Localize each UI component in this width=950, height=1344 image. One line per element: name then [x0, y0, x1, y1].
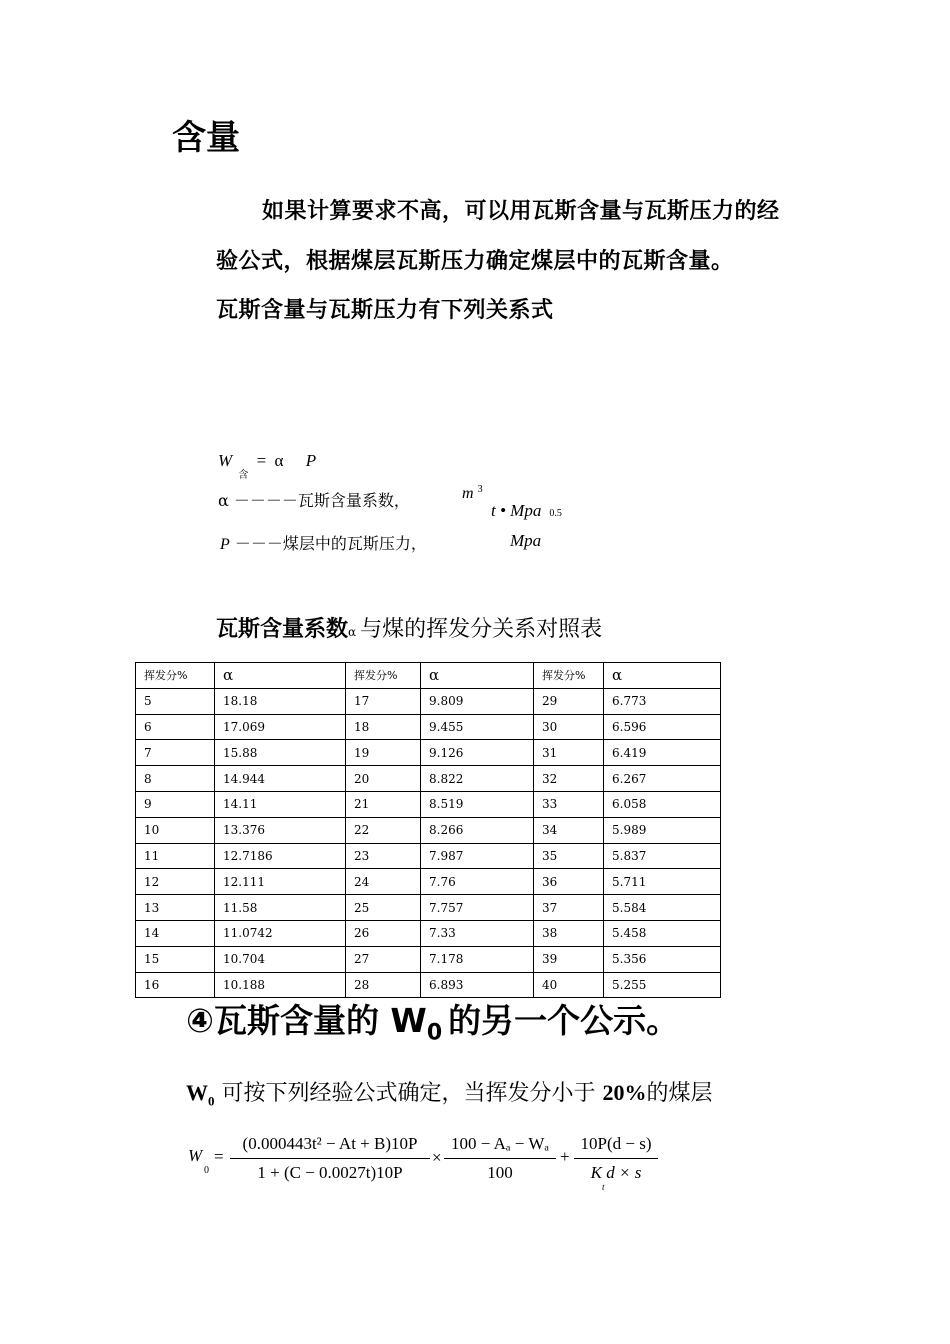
table-row — [136, 791, 721, 817]
alpha-value-cell: 5.989 — [604, 817, 721, 843]
formula-w-sub: 含 — [238, 470, 249, 481]
table-row — [136, 946, 721, 972]
alpha-value-cell: 11.0742 — [215, 920, 346, 946]
formula2-lhs-sub: 0 — [204, 1165, 209, 1176]
alpha-def-symbol: α — [218, 491, 229, 510]
alpha-value-cell: 9.455 — [421, 714, 534, 740]
alpha-value-cell: 14.11 — [215, 791, 346, 817]
volatility-cell: 20 — [346, 766, 421, 792]
volatility-cell: 12 — [136, 869, 215, 895]
alpha-unit-denominator — [491, 501, 562, 521]
section-4-sub: 0 — [426, 1020, 443, 1046]
alpha-unit-numerator — [462, 485, 483, 503]
table-row — [136, 972, 721, 998]
volatility-cell: 13 — [136, 895, 215, 921]
volatility-cell: 11 — [136, 843, 215, 869]
alpha-value-cell: 11.58 — [215, 895, 346, 921]
alpha-value-cell: 14.944 — [215, 766, 346, 792]
volatility-cell: 23 — [346, 843, 421, 869]
volatility-cell: 8 — [136, 766, 215, 792]
formula2-fraction-3 — [574, 1134, 658, 1183]
paragraph-line-2: 验公式，根据煤层瓦斯压力确定煤层中的瓦斯含量。 — [216, 249, 734, 274]
volatility-cell: 6 — [136, 714, 215, 740]
volatility-cell: 17 — [346, 688, 421, 714]
alpha-unit-den-text: t • Mpa — [491, 501, 542, 520]
table-row — [136, 740, 721, 766]
alpha-value-cell: 8.822 — [421, 766, 534, 792]
volatility-cell: 22 — [346, 817, 421, 843]
table-title — [216, 612, 602, 643]
header-volatility-3: 挥发分% — [534, 663, 604, 689]
volatility-cell: 15 — [136, 946, 215, 972]
volatility-cell: 26 — [346, 920, 421, 946]
formula-eq: = — [256, 451, 267, 470]
alpha-value-cell: 17.069 — [215, 714, 346, 740]
p-unit: Mpa — [510, 531, 542, 550]
section-4-suffix: 的另一个公示。 — [448, 1001, 680, 1040]
formula2-frac1-den: 1 + (C − 0.0027t)10P — [257, 1163, 403, 1182]
alpha-value-cell: 15.88 — [215, 740, 346, 766]
volatility-cell: 24 — [346, 869, 421, 895]
section-4-prefix: ④瓦斯含量的 W — [186, 1001, 427, 1040]
volatility-cell: 31 — [534, 740, 604, 766]
alpha-value-cell: 13.376 — [215, 817, 346, 843]
formula2-frac3-num: 10P(d − s) — [574, 1134, 658, 1159]
header-volatility-2: 挥发分% — [346, 663, 421, 689]
alpha-value-cell: 12.111 — [215, 869, 346, 895]
alpha-value-cell: 7.33 — [421, 920, 534, 946]
alpha-value-cell: 5.584 — [604, 895, 721, 921]
alpha-value-cell: 9.126 — [421, 740, 534, 766]
table-row — [136, 817, 721, 843]
table-row — [136, 714, 721, 740]
formula2-frac3-den: K d × s — [590, 1163, 642, 1182]
alpha-unit-m: m — [462, 485, 474, 502]
volatility-cell: 7 — [136, 740, 215, 766]
table-row — [136, 920, 721, 946]
volatility-cell: 28 — [346, 972, 421, 998]
alpha-value-cell: 5.837 — [604, 843, 721, 869]
header-volatility-1: 挥发分% — [136, 663, 215, 689]
volatility-cell: 32 — [534, 766, 604, 792]
alpha-value-cell: 9.809 — [421, 688, 534, 714]
w0-var: W — [186, 1080, 208, 1105]
volatility-cell: 29 — [534, 688, 604, 714]
volatility-cell: 36 — [534, 869, 604, 895]
table-title-alpha: α — [348, 625, 357, 639]
alpha-definition — [218, 488, 410, 511]
formula2-eq: = — [214, 1147, 224, 1166]
volatility-cell: 35 — [534, 843, 604, 869]
alpha-value-cell: 7.76 — [421, 869, 534, 895]
paragraph-line-3: 瓦斯含量与瓦斯压力有下列关系式 — [216, 298, 554, 323]
p-definition — [220, 531, 427, 554]
alpha-value-cell: 5.255 — [604, 972, 721, 998]
w0-text-2: 的煤层 — [646, 1081, 713, 1106]
formula2-plus: + — [560, 1147, 570, 1166]
alpha-value-cell: 7.178 — [421, 946, 534, 972]
volatility-cell: 5 — [136, 688, 215, 714]
volatility-cell: 21 — [346, 791, 421, 817]
formula2-frac1-num: (0.000443t² − At + B)10P — [230, 1134, 430, 1159]
header-alpha-2: α — [421, 663, 534, 689]
volatility-cell: 39 — [534, 946, 604, 972]
volatility-cell: 18 — [346, 714, 421, 740]
formula-w-alpha-p — [218, 451, 317, 481]
volatility-cell: 30 — [534, 714, 604, 740]
formula2-frac2-den: 100 — [487, 1163, 513, 1182]
paragraph-line-1: 如果计算要求不高，可以用瓦斯含量与瓦斯压力的经 — [262, 199, 780, 224]
table-row — [136, 766, 721, 792]
alpha-value-cell: 5.356 — [604, 946, 721, 972]
volatility-cell: 34 — [534, 817, 604, 843]
w0-text-1: 可按下列经验公式确定，当挥发分小于 — [221, 1081, 603, 1106]
alpha-volatility-table — [135, 662, 721, 998]
volatility-cell: 27 — [346, 946, 421, 972]
volatility-cell: 9 — [136, 791, 215, 817]
alpha-value-cell: 8.266 — [421, 817, 534, 843]
table-row — [136, 688, 721, 714]
header-alpha-3: α — [604, 663, 721, 689]
volatility-cell: 16 — [136, 972, 215, 998]
alpha-value-cell: 6.596 — [604, 714, 721, 740]
w0-description-line — [186, 1076, 713, 1109]
header-alpha-1: α — [215, 663, 346, 689]
alpha-def-text: －－－－瓦斯含量系数， — [233, 491, 410, 510]
formula2-fraction-2 — [444, 1134, 556, 1183]
volatility-cell: 40 — [534, 972, 604, 998]
volatility-cell: 25 — [346, 895, 421, 921]
volatility-cell: 14 — [136, 920, 215, 946]
alpha-value-cell: 6.893 — [421, 972, 534, 998]
table-title-bold: 瓦斯含量系数 — [216, 617, 349, 642]
alpha-value-cell: 7.987 — [421, 843, 534, 869]
alpha-value-cell: 10.188 — [215, 972, 346, 998]
alpha-value-cell: 10.704 — [215, 946, 346, 972]
formula2-lhs — [188, 1146, 202, 1166]
alpha-value-cell: 6.058 — [604, 791, 721, 817]
p-def-text: －－－煤层中的瓦斯压力， — [234, 534, 427, 553]
table-header-row — [136, 663, 721, 689]
alpha-value-cell: 5.458 — [604, 920, 721, 946]
volatility-cell: 33 — [534, 791, 604, 817]
volatility-cell: 19 — [346, 740, 421, 766]
alpha-unit-den-sup: 0.5 — [549, 508, 562, 519]
table-title-rest: 与煤的挥发分关系对照表 — [360, 617, 603, 642]
formula2-lhs-var: W — [188, 1146, 203, 1165]
alpha-value-cell: 8.519 — [421, 791, 534, 817]
section-4-heading — [186, 995, 679, 1046]
alpha-value-cell: 6.267 — [604, 766, 721, 792]
table-row — [136, 843, 721, 869]
formula-alpha: α — [274, 451, 284, 470]
alpha-value-cell: 6.419 — [604, 740, 721, 766]
formula-p: P — [305, 451, 317, 470]
alpha-unit-sup: 3 — [477, 484, 483, 495]
page-heading: 含量 — [172, 118, 240, 158]
volatility-cell: 10 — [136, 817, 215, 843]
w0-pct: 20% — [602, 1080, 647, 1105]
formula2-fraction-1 — [230, 1134, 430, 1183]
volatility-cell: 38 — [534, 920, 604, 946]
table-row — [136, 869, 721, 895]
formula2-frac3-den-sub: t — [602, 1182, 605, 1192]
alpha-value-cell: 7.757 — [421, 895, 534, 921]
alpha-value-cell: 6.773 — [604, 688, 721, 714]
formula2-times: × — [432, 1148, 442, 1167]
formula-w-var: W — [218, 451, 233, 470]
table-row — [136, 895, 721, 921]
alpha-value-cell: 5.711 — [604, 869, 721, 895]
volatility-cell: 37 — [534, 895, 604, 921]
formula2-frac2-num: 100 − Aₐ − Wₐ — [444, 1134, 556, 1159]
alpha-value-cell: 12.7186 — [215, 843, 346, 869]
w0-sub: 0 — [208, 1093, 215, 1109]
p-def-symbol: P — [220, 536, 230, 553]
alpha-value-cell: 18.18 — [215, 688, 346, 714]
